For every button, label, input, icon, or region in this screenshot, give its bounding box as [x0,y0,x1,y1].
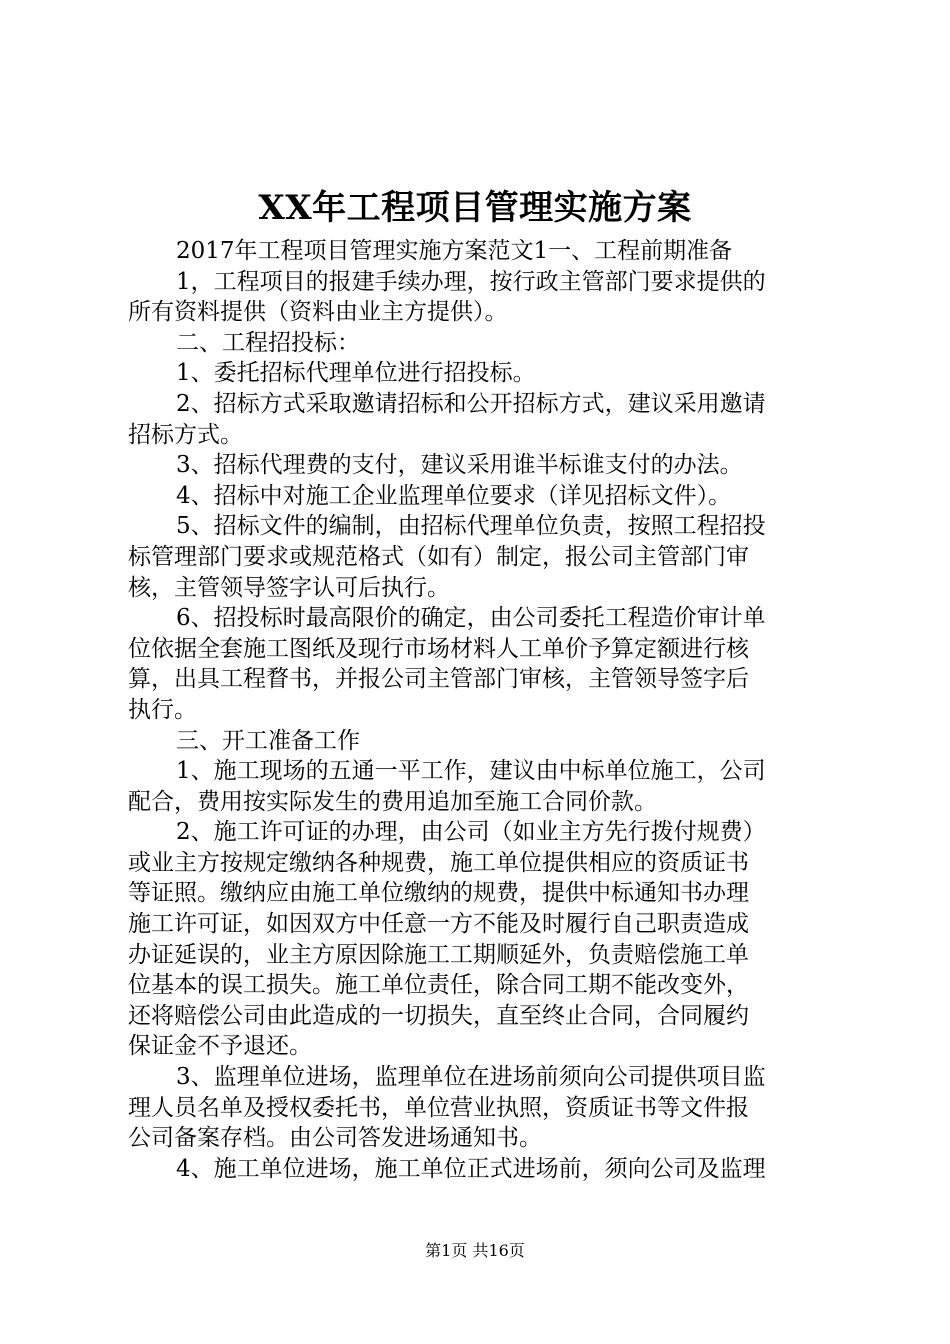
body-line: 还将赔偿公司由此造成的一切损失，直至终止合同，合同履约 [128,1002,749,1029]
body-line: 4、施工单位进场，施工单位正式进场前，须向公司及监理 [176,1155,766,1182]
body-line: 1、委托招标代理单位进行招投标。 [176,360,536,387]
body-line: 位依据全套施工图纸及现行市场材料人工单价予算定额进行核 [128,635,749,662]
body-line: 1、施工现场的五通一平工作，建议由中标单位施工，公司 [176,758,766,785]
document-title: XX年工程项目管理实施方案 [258,188,692,228]
body-line: 3、监理单位进场，监理单位在进场前须向公司提供项目监 [176,1064,766,1091]
body-line: 算，出具工程瞀书，并报公司主管部门审核，主管领导签字后 [128,666,749,693]
body-line: 等证照。缴纳应由施工单位缴纳的规费，提供中标通知书办理 [128,880,749,907]
body-line: 所有资料提供（资料由业主方提供）。 [128,299,508,326]
body-line: 标管理部门要求或规范格式（如有）制定，报公司主管部门审 [128,543,749,570]
body-line: 二、工程招投标： [176,329,360,356]
body-line: 2、招标方式采取邀请招标和公开招标方式，建议采用邀请 [176,390,766,417]
body-line: 施工许可证，如因双方中任意一方不能及时履行自己职责造成 [128,911,749,938]
body-line: 2017年工程项目管理实施方案范文1一、工程前期准备 [176,238,733,264]
body-line: 3、招标代理费的支付，建议采用谁半标谁支付的办法。 [176,452,743,479]
document-body [128,236,836,1184]
body-line: 6、招投标时最高限价的确定，由公司委托工程造价审计单 [176,605,766,632]
body-line: 5、招标文件的编制，由招标代理单位负责，按照工程招投 [176,513,766,540]
page-footer: 第1页 共16页 [425,1241,525,1260]
body-line: 公司备案存档。由公司答发进场通知书。 [128,1125,542,1152]
body-line: 办证延误的，业主方原因除施工工期顺延外，负责赔偿施工单 [128,941,749,968]
body-line: 执行。 [128,696,197,723]
body-line: 招标方式。 [128,421,243,448]
body-line: 4、招标中对施工企业监理单位要求（详见招标文件）。 [176,482,732,509]
body-line: 位基本的误工损失。施工单位责任，除合同工期不能改变外， [128,972,749,999]
body-line: 核，主管领导签字认可后执行。 [128,574,450,601]
body-line: 理人员名单及授权委托书，单位营业执照，资质证书等文件报 [128,1094,749,1121]
body-line: 2、施工许可证的办理，由公司（如业主方先行拨付规费） [176,819,766,846]
body-line: 1，工程项目的报建手续办理，按行政主管部门要求提供的 [176,268,766,295]
body-line: 或业主方按规定缴纳各种规费，施工单位提供相应的资质证书 [128,849,749,876]
body-line: 三、开工准备工作 [176,727,360,754]
body-line: 保证金不予退还。 [128,1033,312,1060]
body-line: 配合，费用按实际发生的费用追加至施工合同价款。 [128,788,657,815]
